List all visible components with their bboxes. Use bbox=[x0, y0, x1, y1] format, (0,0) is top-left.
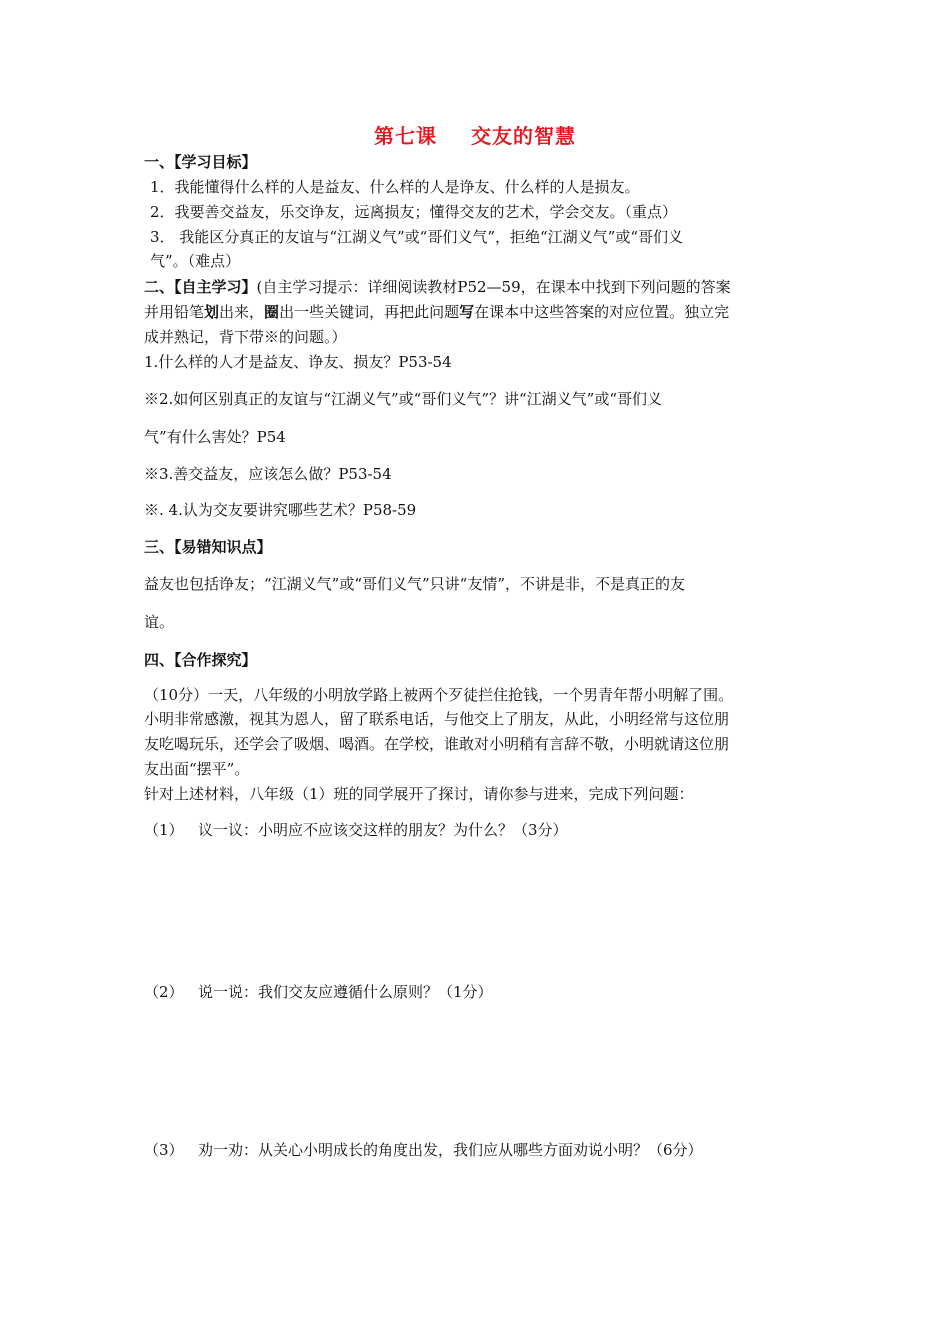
common-errors-text-continued: 谊。 bbox=[144, 613, 175, 631]
question-number: （1） bbox=[144, 821, 184, 839]
section-heading-self-study: 二、【自主学习】 bbox=[144, 278, 257, 296]
self-study-intro-line1 bbox=[144, 280, 812, 295]
self-study-intro-line3: 成并熟记，背下带※的问题。） bbox=[144, 328, 347, 346]
lesson-number: 第七课 bbox=[374, 124, 437, 148]
inquiry-question-2 bbox=[144, 985, 812, 1000]
self-study-hint-a: (自主学习提示：详细阅读教材P52—59，在课本中找到下列问题的答案 bbox=[256, 278, 731, 296]
question-text: 劝一劝：从关心小明成长的角度出发，我们应从哪些方面劝说小明？（6分） bbox=[198, 1141, 703, 1159]
section-heading-goals: 一、【学习目标】 bbox=[144, 153, 257, 171]
material-paragraph: （10分）一天，八年级的小明放学路上被两个歹徒拦住抢钱，一个男青年帮小明解了围。 bbox=[144, 686, 734, 704]
section-heading-common-errors: 三、【易错知识点】 bbox=[144, 538, 272, 556]
goal-item: 2．我要善交益友，乐交诤友，远离损友；懂得交友的艺术，学会交友。（重点） bbox=[150, 203, 678, 221]
lesson-name: 交友的智慧 bbox=[471, 124, 576, 148]
question-number: （2） bbox=[144, 983, 184, 1001]
question-text: 说一说：我们交友应遵循什么原则？（1分） bbox=[198, 983, 493, 1001]
section-heading-cooperative-inquiry: 四、【合作探究】 bbox=[144, 651, 257, 669]
emphasis-write: 写 bbox=[459, 303, 475, 321]
goal-item: 1．我能懂得什么样的人是益友、什么样的人是诤友、什么样的人是损友。 bbox=[150, 178, 640, 196]
emphasis-draw: 划 bbox=[204, 303, 220, 321]
inquiry-question-3 bbox=[144, 1143, 812, 1158]
question-text: 议一议：小明应不应该交这样的朋友？为什么？（3分） bbox=[198, 821, 568, 839]
self-study-question: ※. 4.认为交友要讲究哪些艺术？P58-59 bbox=[144, 501, 417, 519]
material-paragraph: 友吃喝玩乐，还学会了吸烟、喝酒。在学校，谁敢对小明稍有言辞不敬，小明就请这位朋 bbox=[144, 735, 730, 753]
material-instruction: 针对上述材料，八年级（1）班的同学展开了探讨，请你参与进来，完成下列问题： bbox=[144, 785, 694, 803]
self-study-question: ※3.善交益友，应该怎么做？P53-54 bbox=[144, 465, 392, 483]
self-study-question: 1.什么样的人才是益友、诤友、损友？P53-54 bbox=[144, 353, 452, 371]
goal-item: 3． 我能区分真正的友谊与“江湖义气”或“哥们义气”，拒绝“江湖义气”或“哥们义 bbox=[150, 228, 683, 246]
goal-item-continued: 气”。（难点） bbox=[150, 252, 241, 270]
question-number: （3） bbox=[144, 1141, 184, 1159]
inquiry-question-1 bbox=[144, 823, 812, 838]
emphasis-circle: 圈 bbox=[264, 303, 280, 321]
material-paragraph: 小明非常感激，视其为恩人，留了联系电话，与他交上了朋友，从此，小明经常与这位朋 bbox=[144, 710, 730, 728]
self-study-question: ※2.如何区别真正的友谊与“江湖义气”或“哥们义气”？讲“江湖义气”或“哥们义 bbox=[144, 390, 662, 408]
self-study-intro-line2: 并用铅笔划出来，圈出一些关键词，再把此问题写在课本中这些答案的对应位置。独立完 bbox=[144, 303, 730, 321]
material-paragraph: 友出面“摆平”。 bbox=[144, 760, 250, 778]
common-errors-text: 益友也包括诤友；“江湖义气”或“哥们义气”只讲“友情”，不讲是非，不是真正的友 bbox=[144, 575, 686, 593]
page-title bbox=[0, 123, 950, 149]
self-study-question-continued: 气”有什么害处？P54 bbox=[144, 428, 286, 446]
